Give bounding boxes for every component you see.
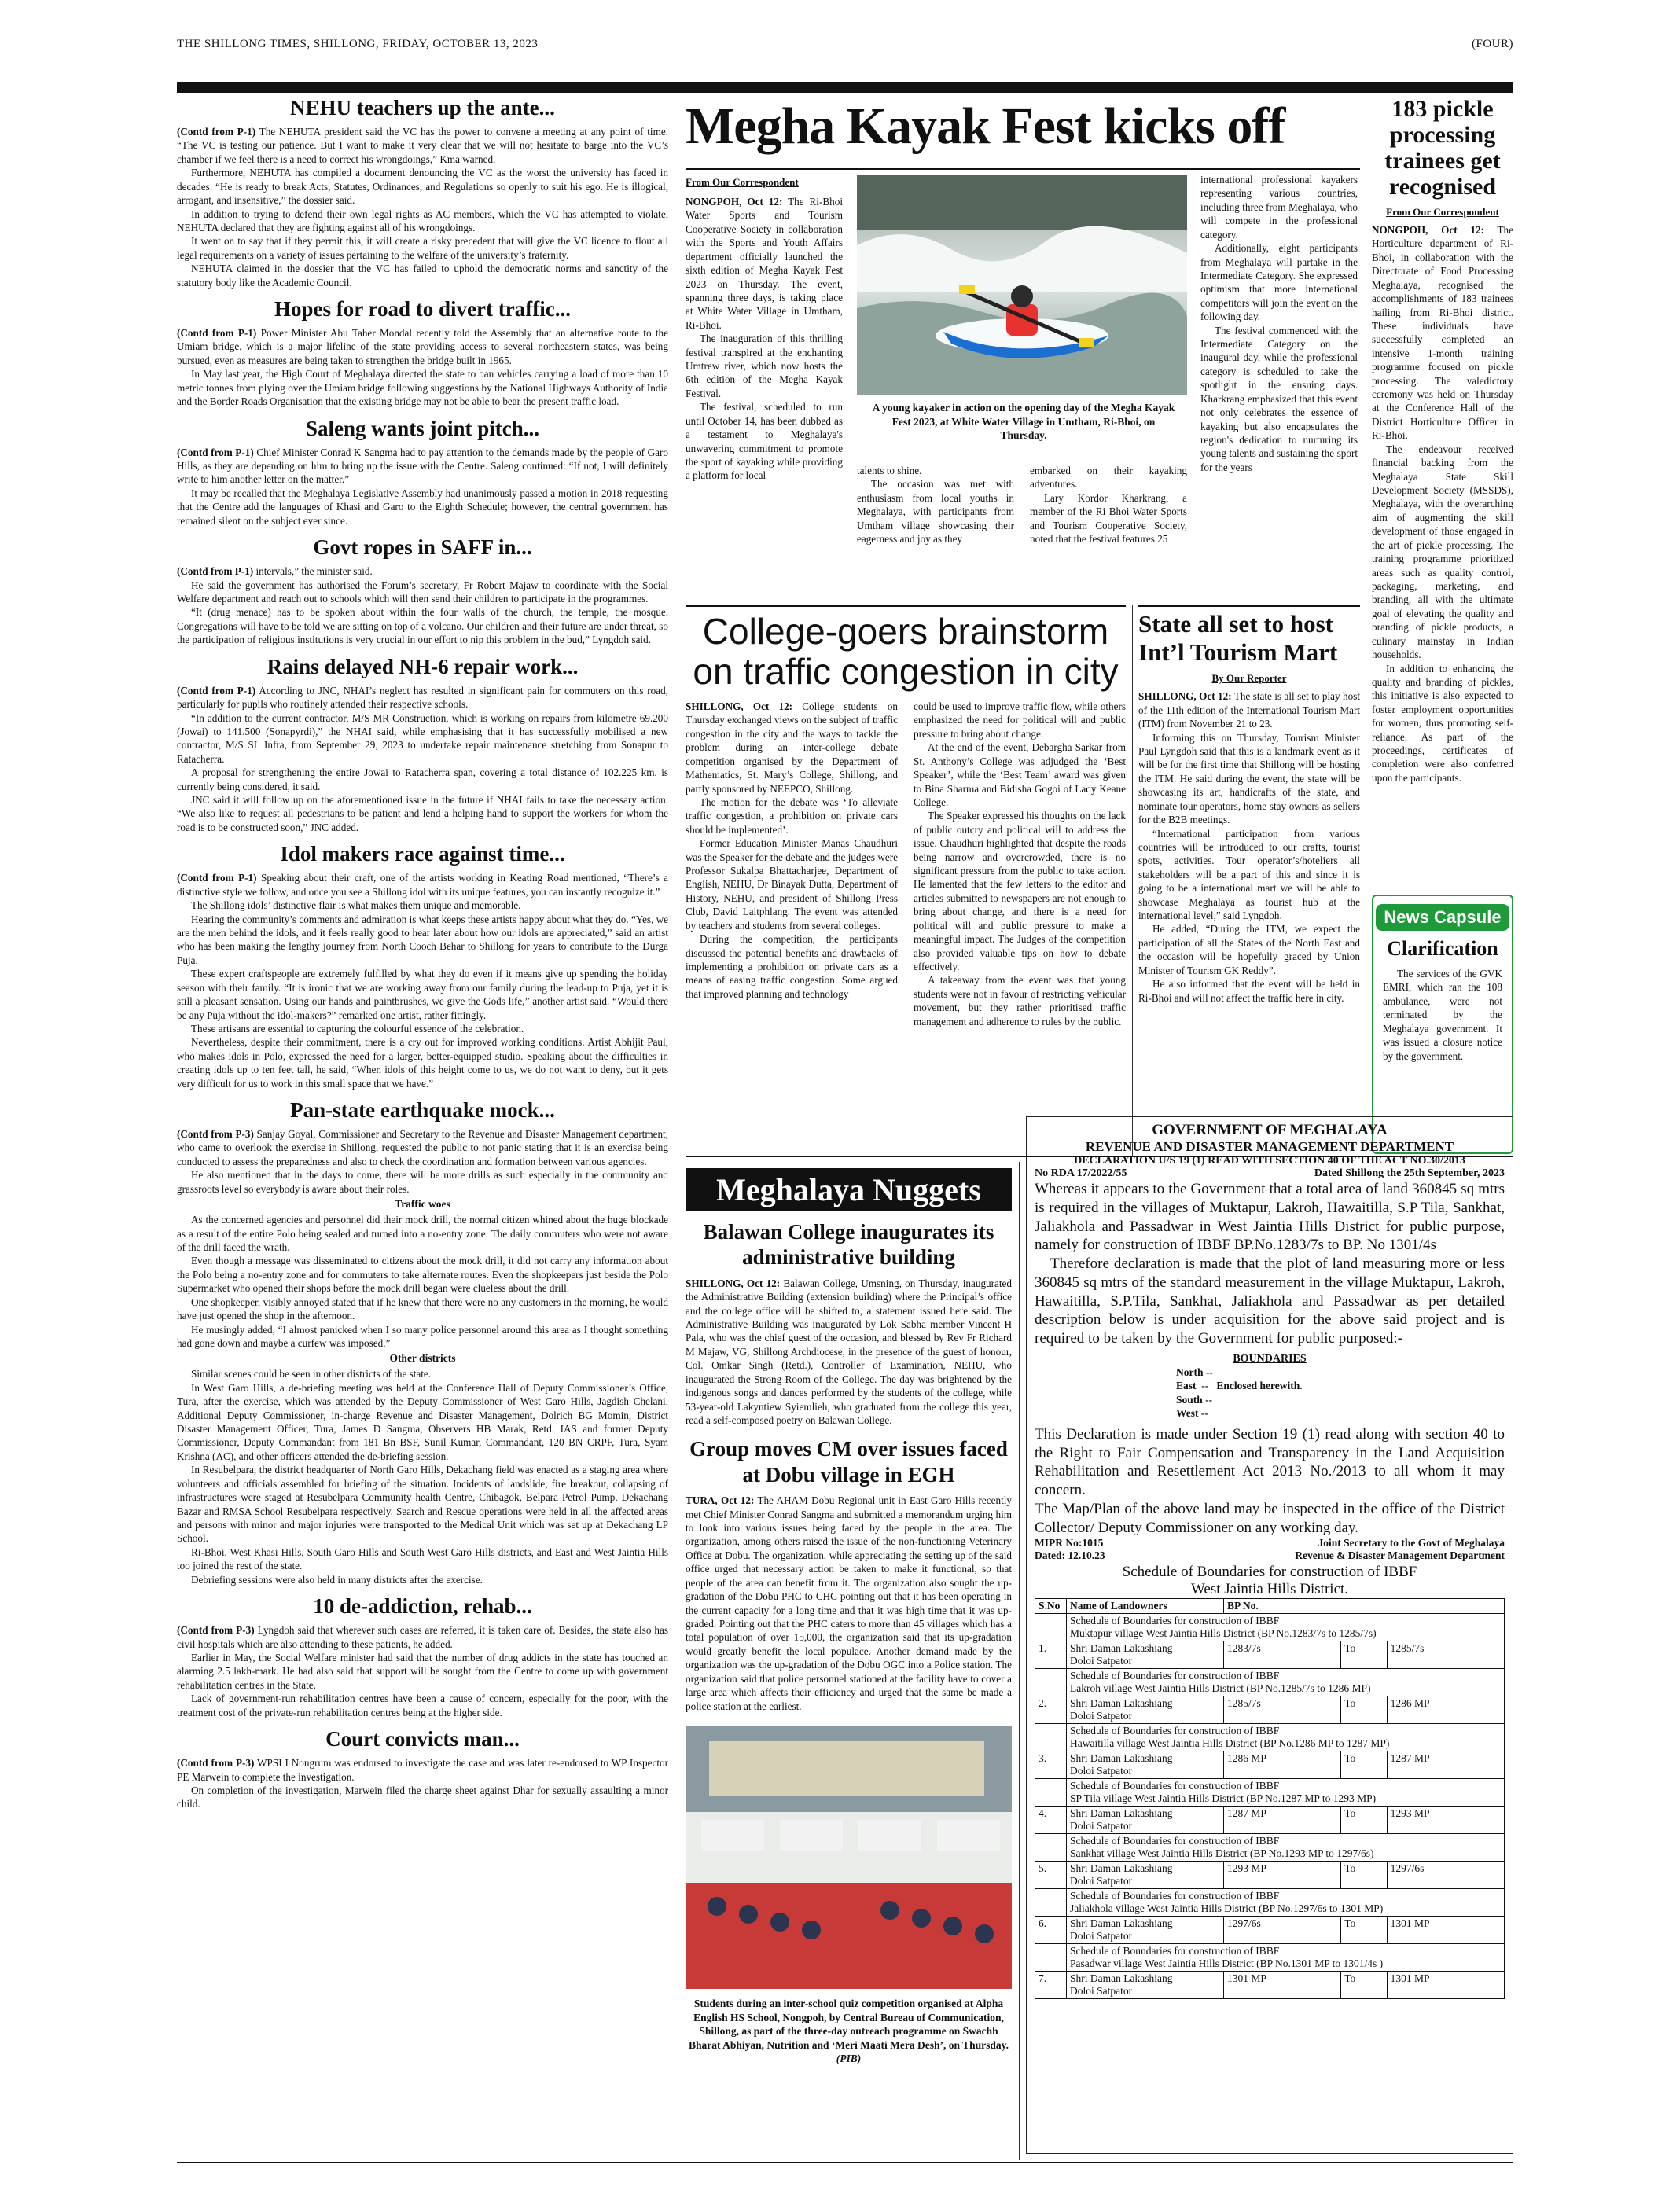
kayak-byline: From Our Correspondent — [686, 176, 799, 188]
notice-sign-row2 — [1035, 1549, 1505, 1562]
boundary-north: North -- — [1176, 1365, 1213, 1378]
kayak-headline: Megha Kayak Fest kicks off — [686, 97, 1285, 155]
story-lead: SHILLONG, Oct 12: — [686, 1277, 781, 1289]
story-text: Sanjay Goyal, Commissioner and Secretary to the Revenue and Disaster Management department, who came to overlook the exercise in Shillong, requested the public to not panic stating that it is an exercise being conducted to assess the preparedness and also to check the coordination and formation between various agencies. — [177, 1128, 668, 1167]
story-paragraph: “It (drug menace) has to be spoken about within the four walls of the church, the temple, the mosque. Congregations will have to be told we are sitting on top of a volcano. Our children and their future are under threat, so the participation of religious institutions is very crucial in our effort to nip this problem in the bud,” Lyngdoh said. — [177, 606, 668, 646]
clarification-text: The services of the GVK EMRI, which ran the 108 ambulance, were not terminated by the Meghalaya government. It was issued a closure notice by the government. — [1383, 968, 1502, 1062]
story-text: The Horticulture department of Ri-Bhoi, in collaboration with the Directorate of Food Processing Meghalaya, recognised the accomplishments of 183 trainees hailing from Ri-Bhoi district. These individuals have successfully completed an intensive 1-month training programme focused on pickle processing. The valedictory ceremony was held on Thursday at the Conference Hall of the District Horticulture Officer in Ri-Bhoi. — [1372, 224, 1513, 442]
notice-sign2: Revenue & Disaster Management Department — [1295, 1549, 1505, 1562]
story-headline: 10 de-addiction, rehab... — [313, 1594, 532, 1619]
schedule-line: Schedule of Boundaries for construction of IBBF — [1070, 1835, 1280, 1847]
story-paragraph — [686, 700, 898, 796]
column-divider — [1132, 605, 1133, 1156]
table-row — [1035, 1972, 1505, 1999]
story-paragraph — [177, 446, 668, 487]
story-paragraph — [177, 684, 668, 711]
serial-cell: 4. — [1035, 1807, 1067, 1834]
left-column — [177, 96, 668, 2159]
landowner-doloi: Doloi Satpator — [1070, 1820, 1133, 1832]
story-paragraph: talents to shine. — [857, 465, 922, 476]
table-row — [1035, 1641, 1505, 1669]
story-text: Balawan College, Umsning, on Thursday, inaugurated the Administrative Building (extension building) where the Principal’s office and the college office will be shifted to, a statement issued here said. The Administrative Building was inaugurated by Lok Sabha member Vincent H Pala, who was the chief guest of the occasion, and blessed by Rev Fr Richard M Majaw, VG, Shillong Archdiocese, in the presence of the guest of honour, Col. Omkar Singh (Retd.), Controller of Examination, NEHU, who inaugurated the Strong Room of the College. The day was brightened by the indigenous songs and dances performed by the students of the college, while 53-year-old Lakyntiew Syiemlieh, who graduated from the college this year, read a self-composed poetry on Balawan College. — [686, 1277, 1012, 1426]
notice-no: No RDA 17/2022/55 — [1035, 1167, 1127, 1179]
schedule-subtitle: West Jaintia Hills District. — [1190, 1581, 1349, 1598]
table-row — [1035, 1696, 1505, 1724]
village-line: SP Tila village West Jaintia Hills District (BP No.1287 MP to 1293 MP) — [1070, 1792, 1377, 1805]
masthead — [177, 38, 1513, 61]
bp-to-cell: To — [1341, 1696, 1387, 1724]
story-paragraph: Earlier in May, the Social Welfare minister had said that the number of drug addicts in the state has touched an alarming 2.5 lakh-mark. He had also said that support will be sought from the Centre to come up with government rehabilitation centres in the State. — [177, 1651, 668, 1691]
table-row — [1035, 1724, 1505, 1751]
landowner-cell — [1067, 1807, 1224, 1834]
landowner-name: Shri Daman Lakashiang — [1070, 1972, 1173, 1985]
story-paragraph: could be used to improve traffic flow, while others emphasized the need for political will and public pressure to bring about change. — [914, 700, 1126, 740]
quiz-caption — [686, 1997, 1012, 2066]
table-row — [1035, 1917, 1505, 1944]
story-paragraph: At the end of the event, Debargha Sarkar from St. Anthony’s College was adjudged the ‘Best Speaker’, while the ‘Best Team’ award was given to Bina Sharma and Bidisha Gogoi of Lady Keane College. — [914, 741, 1126, 808]
story-paragraph: Former Education Minister Manas Chaudhuri was the Speaker for the debate and the judges were Professor Sukalpa Bhattacharjee, Department of English, NEHU, Dr Binayak Dutta, Department of History, NEHU, and president of Shillong Press Club, David Laitphlang. The event was attended by teachers and students from several colleges. — [686, 837, 898, 932]
landowner-cell — [1067, 1862, 1224, 1889]
notice-box — [1026, 1116, 1513, 2154]
story-paragraph — [177, 1127, 668, 1168]
notice-p4: The Map/Plan of the above land may be inspected in the office of the District Collector/ Deputy Commissioner on any working day. — [1035, 1500, 1505, 1536]
story-paragraph: Even though a message was disseminated to citizens about the mock drill, it did not carry any information about the Polo being a no-entry zone and for commuters to take alternate routes. Even the shopkeepers just beside the Polo Supermarket who opened their shops before the mock drill began were clueless about the drill. — [177, 1255, 668, 1295]
schedule-village-cell — [1067, 1724, 1505, 1751]
bp-to-cell: To — [1341, 1641, 1387, 1669]
landowner-name: Shri Daman Lakashiang — [1070, 1807, 1173, 1820]
story-paragraph: Informing this on Thursday, Tourism Minister Paul Lyngdoh said that this is a landmark event as it will be for the first time that Shillong will be hosting the ITM. He said during the event, the state will be showcasing its art, handicrafts of the state, and nominate tour operators, home stay owners as sellers for the B2B meetings. — [1138, 731, 1360, 826]
quiz-photo-image — [686, 1726, 1012, 1989]
schedule-title: Schedule of Boundaries for construction of IBBF — [1122, 1564, 1417, 1581]
story-text: The state is all set to play host of the 11th edition of the International Tourism Mart (ITM) from November 21 to 23. — [1138, 690, 1360, 730]
table-cell — [1035, 1889, 1067, 1917]
serial-cell: 1. — [1035, 1641, 1067, 1669]
table-row — [1035, 1862, 1505, 1889]
notice-p1: Whereas it appears to the Government that a total area of land 360845 sq mtrs is required in the villages of Muktapur, Lakroh, Hawaitilla, S.P Tila, Sankhat, Jaliakhola and Passadwar in West Jaintia Hills District for public purpose, namely for construction of IBBF BP.No.1283/7s to BP. No 1301/4s — [1035, 1181, 1505, 1254]
story-paragraph: The endeavour received financial backing from the Meghalaya State Skill Development Society (MSSDS), Meghalaya, with the overarching aim of augmenting the skill development of those engaged in the art of pickle processing. The training programme prioritized areas such as quality control, packaging, marketing, and branding, all with the ultimate goal of elevating the quality and branding of pickle products, a culinary mainstay in Indian households. — [1372, 443, 1513, 661]
boundary-south: South -- — [1176, 1393, 1213, 1406]
bp-end-cell: 1301 MP — [1387, 1917, 1504, 1944]
story-paragraph: As the concerned agencies and personnel did their mock drill, the normal citizen whined about the huge blockade as a result of the entire Polo being sealed and turned into a no-entry zone. The daily commuters who were not aware of the drill faced the wrath. — [177, 1214, 668, 1253]
landowner-cell — [1067, 1917, 1224, 1944]
bp-to-cell: To — [1341, 1862, 1387, 1889]
bp-end-cell: 1297/6s — [1387, 1862, 1504, 1889]
story-lead: (Contd from P-3) — [177, 1757, 255, 1770]
table-cell — [1035, 1944, 1067, 1972]
story-paragraph: He said the government has authorised the Forum’s secretary, Fr Robert Majaw to coordinate with the Social Welfare department and reach out to schools which will then send their children to participate in the programmes. — [177, 579, 668, 605]
bp-to-cell: To — [1341, 1751, 1387, 1779]
boundaries-title: BOUNDARIES — [1233, 1352, 1307, 1365]
schedule-line: Schedule of Boundaries for construction of IBBF — [1070, 1890, 1280, 1902]
story-paragraph: It went on to say that if they permit this, it will create a risky precedent that will give the VC licence to flout all legal requirements on a variety of issues pertaining to the welfare of the university’s fraternity. — [177, 235, 668, 261]
notice-ref — [1035, 1167, 1505, 1180]
story-headline: Hopes for road to divert traffic... — [274, 297, 571, 322]
kayak-photo-image — [857, 175, 1187, 395]
landowner-cell — [1067, 1641, 1224, 1669]
table-header — [1035, 1599, 1505, 1614]
table-row — [1035, 1944, 1505, 1972]
pickle-story — [1372, 96, 1513, 886]
schedule-village-cell — [1067, 1614, 1505, 1641]
story-paragraph: It may be recalled that the Meghalaya Legislative Assembly had unanimously passed a motion in 2018 requesting that the Centre add the languages of Khasi and Garo to the Eighth Schedule; however, the central government has remained silent on the subject ever since. — [177, 487, 668, 527]
story-paragraph: One shopkeeper, visibly annoyed stated that if he knew that there were no any customers in the morning, he would have just opened the shop in the afternoon. — [177, 1296, 668, 1322]
story-text: Chief Minister Conrad K Sangma had to pay attention to the demands made by the people of Garo Hills, as they are depending on him to bring up the issue with the Centre. Saleng continued: “If not, I will definitely write to him another letter on the matter.” — [177, 446, 668, 486]
notice-p3: This Declaration is made under Section 19 (1) read along with section 40 to the Right to Fair Compensation and Transparency in the Land Acquisition Rehabilitation and Resettlement Act 2013 No./2013 to all whom it may concern. — [1035, 1425, 1505, 1499]
landowner-cell — [1067, 1696, 1224, 1724]
story-paragraph: Lack of government-run rehabilitation centres have been a cause of concern, especially for the poor, with the treatment cost of the private-run rehabilitation centres being at the higher side. — [177, 1693, 668, 1718]
table-cell — [1035, 1669, 1067, 1696]
landowner-cell — [1067, 1751, 1224, 1779]
schedule-village-cell — [1067, 1889, 1505, 1917]
story-paragraph: In Resubelpara, the district headquarter of North Garo Hills, Dekachang field was enacted as a staging area where volunteers and officials assembled for briefing of the situation. Incidents of landslide, fire breakout, collapsing of infrastructures were staged at Resubelpara Community health Centre, Chibagok, Belpara Petrol Pump, Dekachang Bazar and RMSA School Resubelpara respectively. Search and Rescue operations were held in all the affected areas and persons with minor and major injuries were transported to the Medical Unit which was set up at Dekachang LP School. — [177, 1464, 668, 1545]
story-paragraph: NEHUTA claimed in the dossier that the VC has failed to uphold the democratic norms and sanctity of the statutory body like the Academic Council. — [177, 263, 668, 289]
bp-to-cell: To — [1341, 1972, 1387, 1999]
landowner-doloi: Doloi Satpator — [1070, 1875, 1133, 1887]
col-landowners: Name of Landowners — [1067, 1599, 1224, 1614]
story-paragraph: Furthermore, NEHUTA has compiled a document denouncing the VC as the worst the university has faced in decades. “He is ready to break Acts, Statutes, Ordinances, and Regulations so openly to suit his ego. He is illogical, arrogant, and insensitive,” the dossier said. — [177, 167, 668, 207]
notice-dated: Dated Shillong the 25th September, 2023 — [1314, 1167, 1505, 1179]
boundary-west: West -- — [1176, 1407, 1208, 1420]
serial-cell: 7. — [1035, 1972, 1067, 1999]
story-paragraph: In addition to trying to defend their own legal rights as AC members, which the VC has attempted to violate, NEHUTA declared that they are fighting against all of his wrongdoings. — [177, 208, 668, 233]
story-text: College students on Thursday exchanged views on the subject of traffic congestion in the city and the ways to tackle the problem during an inter-college debate competition organised by the Department of Mathematics, St. Mary’s College, Shillong, and partly sponsored by NEEPCO, Shillong. — [686, 700, 899, 795]
news-capsule-badge: News Capsule — [1376, 904, 1509, 931]
story-paragraph: Nevertheless, despite their commitment, there is a cry out for improved working conditions. Artist Abhijit Paul, who makes idols in Polo, expressed the need for a larger, better-equipped studio. Speaking about the difficulties in creating idols up to ten feet tall, he said, “When idols of this height come to us, we do not want to deny, but it gets very difficult for us to work in this small space that we have.” — [177, 1036, 668, 1090]
village-line: Pasadwar village West Jaintia Hills District (BP No.1301 MP to 1301/4s ) — [1070, 1957, 1384, 1970]
nuggets-story1-headline: Balawan College inaugurates its administrative building — [703, 1220, 994, 1270]
landowner-doloi: Doloi Satpator — [1070, 1985, 1133, 1998]
schedule-line: Schedule of Boundaries for construction of IBBF — [1070, 1780, 1280, 1792]
story-headline: Court convicts man... — [325, 1727, 520, 1751]
story-paragraph — [1138, 689, 1360, 730]
bp-end-cell: 1285/7s — [1387, 1641, 1504, 1669]
story-text: The AHAM Dobu Regional unit in East Garo Hills recently met Chief Minister Conrad Sangma and submitted a memorandum urging him to look into various issues being faced by the people in the area. The organization, among others raised the issue of the non-functioning Veterinary Office at Dobu. The organization, while appreciating the setting up of the said office urged that necessary action be taken to make it functional, so that people of the area can benefit from it. The organization also sought the up-gradation of the Dobu PHC to CHC pointing out that it has been operating in the current capacity for a long time and that it was high time that it was up-graded. Pointing out that the PHC caters to more than 45 villages which has a total population of over 15,000, the organization said that its up-gradation would greatly benefit the local populace. Another demand made by the organization was the up-gradation of the Dobu OGC into a Police station. The organization said that police personnel stationed at the facility have to cover a large area which affects their efficiency and urged that the same be made a police station at the earliest. — [686, 1494, 1012, 1712]
story-paragraph: He musingly added, “I almost panicked when I so many police personnel around this area as I thought something had gone down and maybe a curfew was imposed.” — [177, 1323, 668, 1349]
top-rule — [177, 82, 1513, 93]
story-paragraph: The Shillong idols’ distinctive flair is what makes them unique and memorable. — [191, 899, 521, 912]
landowner-doloi: Doloi Satpator — [1070, 1930, 1133, 1943]
bp-to-cell: To — [1341, 1807, 1387, 1834]
village-line: Muktapur village West Jaintia Hills District (BP No.1283/7s to 1285/7s) — [1070, 1627, 1377, 1640]
story-lead: TURA, Oct 12: — [686, 1494, 755, 1507]
landowner-name: Shri Daman Lakashiang — [1070, 1862, 1173, 1875]
story-paragraph: During the competition, the participants discussed the potential benefits and drawbacks of implementing a prohibition on private cars as a means of easing traffic congestion. Some argued that improved planning and technology — [686, 933, 898, 1000]
kayak-col2 — [857, 464, 1014, 546]
tourism-headline: State all set to host Int’l Tourism Mart — [1138, 610, 1338, 666]
story-headline: Pan-state earthquake mock... — [290, 1098, 555, 1123]
story-lead: (Contd from P-1) — [177, 327, 257, 340]
village-line: Sankhat village West Jaintia Hills District (BP No.1293 MP to 1297/6s) — [1070, 1847, 1374, 1860]
story-paragraph: In May last year, the High Court of Meghalaya directed the state to ban vehicles carrying a load of more than 10 metric tonnes from plying over the Umiam bridge following suggestions by the National Highways Authority of India and the Border Roads Organisation that the existing bridge may not be able to bear the present traffic load. — [177, 368, 668, 408]
pickle-byline: From Our Correspondent — [1386, 206, 1499, 218]
tourism-body — [1138, 689, 1360, 1005]
story-lead: NONGPOH, Oct 12: — [686, 196, 783, 208]
college-col2 — [914, 700, 1126, 1028]
story-paragraph: The motion for the debate was ‘To alleviate traffic congestion, a prohibition on private cars should be implemented’. — [686, 796, 898, 836]
bp-from-cell: 1286 MP — [1224, 1751, 1341, 1779]
story-lead: (Contd from P-3) — [177, 1128, 254, 1141]
story-text: The Ri-Bhoi Water Sports and Tourism Cooperative Society in collaboration with the Sports and Youth Affairs department officially launched the sixth edition of Megha Kayak Fest 2023 on Thursday. The event, spanning three days, is taking place at White Water Village in Umtham, Ri-Bhoi. — [686, 196, 843, 331]
story-paragraph — [686, 195, 843, 332]
schedule-line: Schedule of Boundaries for construction of IBBF — [1070, 1945, 1280, 1957]
story-headline: Govt ropes in SAFF in... — [313, 535, 532, 560]
schedule-village-cell — [1067, 1779, 1505, 1807]
news-capsule — [1372, 895, 1513, 1154]
bp-from-cell: 1285/7s — [1224, 1696, 1341, 1724]
college-rule — [686, 605, 1126, 607]
story-paragraph: In West Garo Hills, a de-briefing meeting was held at the Conference Hall of Deputy Commissioner’s Office, Tura, after the exercise, which was attended by the Deputy Commissioner of West Garo Hills, Jagdish Chelani, Additional Deputy Commissioner, in-charge Revenue and Disaster Management, Dolrich BG Momin, District Disaster Management Officer, Tura, James D Sangma, Observers HB Marak, Retd. IAS and former Deputy Commissioner, Deputy Commandant from 181 Bn BSF, Sunil Kumar, Commandant, 120 BN CRPF, Tura, Syam Krishna (AC), and other officers attended the de-briefing session. — [177, 1381, 668, 1462]
story-paragraph: international professional kayakers representing various countries, including three from Meghalaya, who will compete in the professional category. — [1200, 174, 1358, 241]
tourism-story — [1138, 605, 1360, 1156]
story-paragraph: The inauguration of this thrilling festival transpired at the enchanting Umtrew river, which now hosts the 6th edition of the Megha Kayak Festival. — [686, 333, 843, 399]
landowner-doloi: Doloi Satpator — [1070, 1765, 1133, 1777]
story-text: The NEHUTA president said the VC has the power to convene a meeting at any point of time. “The VC is testing our patience. But I want to make it very clear that we will not hesitate to barge into the VC’s chamber if we feel there is a need to correct his wrongdoings,” Kma warned. — [177, 126, 668, 165]
table-row — [1035, 1751, 1505, 1779]
kayak-rule — [686, 168, 1360, 170]
story-paragraph: embarked on their kayaking adventures. — [1030, 465, 1187, 491]
village-line: Jaliakhola village West Jaintia Hills District (BP No.1297/6s to 1301 MP) — [1070, 1902, 1384, 1915]
story-paragraph: On completion of the investigation, Marwein filed the charge sheet against Dhar for sexually assaulting a minor child. — [177, 1784, 668, 1810]
schedule-table — [1035, 1598, 1505, 1999]
notice-p2: Therefore declaration is made that the plot of land measuring more or less 360845 sq mtrs of the standard measurement in the village Muktapur, Lakroh, Hawaitilla, S.P.Tila, Sankhat, Jaliakhola and Passadwar as per detailed description below is under acquisition for the above said project and is required to be taken by the Government for public purposed:- — [1035, 1255, 1505, 1347]
story-paragraph — [177, 1623, 668, 1651]
notice-dept: REVENUE AND DISASTER MANAGEMENT DEPARTMENT — [1085, 1139, 1454, 1154]
story-paragraph: A takeaway from the event was that young students were not in favour of restricting vehicular movement, but they rather prioritised traffic management and adherence to rules by the public. — [914, 974, 1126, 1027]
schedule-line: Schedule of Boundaries for construction of IBBF — [1070, 1670, 1280, 1682]
subheading: Traffic woes — [395, 1198, 450, 1211]
pickle-body — [1372, 223, 1513, 785]
bp-end-cell: 1286 MP — [1387, 1696, 1504, 1724]
notice-mipr: MIPR No:1015 — [1035, 1537, 1104, 1549]
table-row — [1035, 1779, 1505, 1807]
landowner-name: Shri Daman Lakashiang — [1070, 1642, 1173, 1655]
kayak-story — [686, 96, 1360, 599]
landowner-cell — [1067, 1972, 1224, 1999]
clarification-title: Clarification — [1387, 937, 1498, 960]
notice-mipr-date: Dated: 12.10.23 — [1035, 1549, 1105, 1562]
kayak-photo — [857, 175, 1187, 395]
story-paragraph — [177, 564, 668, 578]
story-headline: Rains delayed NH-6 repair work... — [267, 654, 579, 678]
notice-sign1: Joint Secretary to the Govt of Meghalaya — [1318, 1537, 1505, 1549]
table-cell — [1035, 1834, 1067, 1862]
story-lead: (Contd from P-1) — [177, 872, 257, 884]
story-headline: Idol makers race against time... — [280, 842, 565, 866]
story-lead: (Contd from P-3) — [177, 1624, 255, 1637]
story-text: Speaking about their craft, one of the artists working in Keating Road mentioned, “There’s a distinctive style we follow, and once you see a Shillong idol with its unique features, you can instantly recognize it.” — [177, 872, 668, 898]
col-bpno: BP No. — [1224, 1599, 1505, 1614]
bp-end-cell: 1301 MP — [1387, 1972, 1504, 1999]
story-paragraph: A proposal for strengthening the entire Jowai to Ratacherra span, covering a total distance of 102.225 km, is currently being considered, it said. — [177, 766, 668, 792]
story-paragraph: Hearing the community’s comments and admiration is what keeps these artists happy about what they do. “Yes, we are the men behind the idols, and it feels really good to hear later about how our idols are appreciated,” said an artist who has been making the lengthy journey from North Cooch Behar to Shillong for years to contribute to the Durga Puja. — [177, 913, 668, 966]
story-lead: SHILLONG, Oct 12: — [1138, 690, 1232, 703]
story-paragraph: The festival, scheduled to run until October 14, has been dubbed as a testament to Meghalaya's unwavering commitment to promote the sport of kayaking while providing a platform for local — [686, 401, 843, 482]
story-paragraph: The festival commenced with the Intermediate Category on the inaugural day, while the professional category is scheduled to take the spotlight in the ensuing days. Kharkrang emphasized that this event not only celebrates the essence of kayaking but also encapsulates the region's dedication to nurturing its young talents and sustaining the sport for the years — [1200, 324, 1358, 473]
nuggets-banner: Meghalaya Nuggets — [686, 1168, 1012, 1211]
story-lead: (Contd from P-1) — [177, 565, 254, 578]
story-paragraph: These artisans are essential to capturing the colourful essence of the celebration. — [191, 1022, 524, 1035]
story-text: intervals,” the minister said. — [255, 565, 373, 578]
notice-gov: GOVERNMENT OF MEGHALAYA — [1152, 1122, 1388, 1138]
story-headline: Saleng wants joint pitch... — [305, 416, 540, 440]
village-line: Hawaitilla village West Jaintia Hills District (BP No.1286 MP to 1287 MP) — [1070, 1737, 1390, 1750]
story-paragraph: “In addition to the current contractor, M/S MR Construction, which is working on repairs from kilometre 69.200 (Jowai) to 141.500 (Sonapyrdi),” the NHAI said, while emphasising that it has successfully mobilised a new contractor, M/S SL Infra, from September 29, 2023 to undertake repair maintenance stretching from Sonapur to Ratacherra. — [177, 711, 668, 765]
notice-decl: DECLARATION U/S 19 (1) READ WITH SECTION 40 OF THE ACT NO.30/2013 — [1074, 1155, 1465, 1167]
story-headline: NEHU teachers up the ante... — [290, 96, 555, 119]
serial-cell: 2. — [1035, 1696, 1067, 1724]
masthead-dateline: THE SHILLONG TIMES, SHILLONG, FRIDAY, OCTOBER 13, 2023 — [177, 38, 539, 50]
story-lead: SHILLONG, Oct 12: — [686, 700, 793, 712]
kayak-caption: A young kayaker in action on the opening day of the Megha Kayak Fest 2023, at White Water Village in Umtham, Ri-Bhoi, on Thursday. — [872, 402, 1175, 442]
landowner-name: Shri Daman Lakashiang — [1070, 1917, 1173, 1930]
nuggets-story2-headline: Group moves CM over issues faced at Dobu village in EGH — [689, 1437, 1008, 1487]
college-col1 — [686, 700, 898, 1001]
serial-cell: 6. — [1035, 1917, 1067, 1944]
landowner-doloi: Doloi Satpator — [1070, 1710, 1133, 1722]
story-paragraph — [177, 1756, 668, 1784]
table-cell — [1035, 1614, 1067, 1641]
quiz-caption-credit: (PIB) — [836, 2053, 862, 2065]
schedule-village-cell — [1067, 1944, 1505, 1972]
story-paragraph — [1372, 223, 1513, 443]
nuggets-story1-body — [686, 1277, 1012, 1428]
boundaries-list — [1176, 1365, 1505, 1421]
table-row — [1035, 1834, 1505, 1862]
story-paragraph: Similar scenes could be seen in other districts of the state. — [191, 1368, 432, 1380]
quiz-caption-text: Students during an inter-school quiz competition organised at Alpha English HS School, Nongpoh, by Central Bureau of Communication, Shillong, as part of the three-day outreach programme on Swachh Bharat Abhiyan, Nutrition and ‘Meri Maati Mera Desh’, on Thursday. — [688, 1997, 1009, 2051]
landowner-name: Shri Daman Lakashiang — [1070, 1697, 1173, 1710]
story-paragraph: He added, “During the ITM, we expect the participation of all the States of the North East and the occasion will be hopefully graced by Union Minister of Tourism GK Reddy”. — [1138, 923, 1360, 976]
subheading: Other districts — [389, 1352, 456, 1365]
nuggets-story2-body — [686, 1494, 1012, 1713]
schedule-village-cell — [1067, 1834, 1505, 1862]
table-cell — [1035, 1779, 1067, 1807]
story-paragraph: The Speaker expressed his thoughts on the lack of public outcry and political will to address the issue. Chaudhuri highlighted that despite the roads being narrow and overcrowded, there is no significant pressure from the public to take action. He lamented that the few letters to the editor and articles submitted to newspapers are not enough to bring about change, and there is a need for political will and public pressure to make a meaningful impact. The Judges of the competition also provided valuable tips on how to debate effectively. — [914, 810, 1126, 973]
kayak-col1 — [686, 195, 843, 483]
schedule-line: Schedule of Boundaries for construction of IBBF — [1070, 1725, 1280, 1737]
story-paragraph: He also mentioned that in the days to come, there will be more drills as such especially in the community and grassroots level so everybody is aware about their roles. — [177, 1169, 668, 1195]
story-paragraph: Lary Kordor Kharkrang, a member of the Ri Bhoi Water Sports and Tourism Cooperative Society, noted that the festival features 25 — [1030, 491, 1187, 546]
bp-from-cell: 1297/6s — [1224, 1917, 1341, 1944]
story-text: According to JNC, NHAI’s neglect has resulted in significant pain for commuters on this road, particularly for pupils who routinely attended their respective schools. — [177, 684, 668, 711]
story-paragraph: He also informed that the event will be held in Ri-Bhoi and will not affect the traffic here in city. — [1138, 978, 1360, 1004]
story-lead: (Contd from P-1) — [177, 126, 256, 138]
table-row — [1035, 1614, 1505, 1641]
kayak-col3 — [1030, 464, 1187, 546]
column-divider — [1019, 1162, 1020, 2160]
landowner-doloi: Doloi Satpator — [1070, 1655, 1133, 1667]
bottom-rule — [177, 2162, 1513, 2163]
story-paragraph: Debriefing sessions were also held in many districts after the exercise. — [191, 1573, 483, 1586]
schedule-village-cell — [1067, 1669, 1505, 1696]
story-paragraph: “International participation from various countries will be introduced to our crafts, tourist spots, activities. Tour operator’s/hoteliers all stakeholders will be a part of this and since it is going to be a international mart we will be able to showcase Meghalaya as tourist hub at the international level,” said Lyngdoh. — [1138, 827, 1360, 922]
serial-cell: 3. — [1035, 1751, 1067, 1779]
village-line: Lakroh village West Jaintia Hills District (BP No.1285/7s to 1286 MP) — [1070, 1682, 1371, 1695]
bp-from-cell: 1283/7s — [1224, 1641, 1341, 1669]
landowner-name: Shri Daman Lakashiang — [1070, 1752, 1173, 1765]
kayak-col4 — [1200, 173, 1358, 474]
story-lead: NONGPOH, Oct 12: — [1372, 224, 1484, 236]
boundary-east: East -- Enclosed herewith. — [1176, 1380, 1303, 1392]
tourism-rule — [1138, 605, 1360, 607]
tourism-byline: By Our Reporter — [1211, 672, 1287, 685]
pickle-headline: 183 pickle processing trainees get recognised — [1384, 96, 1501, 200]
nuggets-column — [686, 1162, 1012, 2160]
story-paragraph: The occasion was met with enthusiasm from local youths in Meghalaya, with participants from Umtham village showcasing their eagerness and joy as they — [857, 478, 1014, 546]
story-paragraph: Additionally, eight participants from Meghalaya will partake in the Intermediate Category. She expressed optimism that more international competitors will join the event on the following day. — [1200, 242, 1358, 323]
col-sno: S.No — [1035, 1599, 1067, 1614]
table-row — [1035, 1889, 1505, 1917]
story-paragraph: Ri-Bhoi, West Khasi Hills, South Garo Hills and South West Garo Hills districts, and East and West Jaintia Hills too joined the rest of the state. — [177, 1546, 668, 1572]
story-text: WPSI I Nongrum was endorsed to investigate the case and was later re-endorsed to WP Inspector PE Marwein to complete the investigation. — [177, 1757, 668, 1783]
bp-from-cell: 1287 MP — [1224, 1807, 1341, 1834]
story-paragraph — [177, 871, 668, 899]
bp-end-cell: 1287 MP — [1387, 1751, 1504, 1779]
story-paragraph: JNC said it will follow up on the aforementioned issue in the future if NHAI fails to take the necessary action. “We also like to request all pedestrians to be patient and lend a helping hand to support the workers for whom the road is to be constructed soon,” JNC added. — [177, 794, 668, 833]
story-lead: (Contd from P-1) — [177, 446, 254, 458]
college-story — [686, 605, 1126, 1156]
story-text: Power Minister Abu Taher Mondal recently told the Assembly that an alternative route to the Umiam bridge, which is a major lifeline of the state providing access to several northeastern states, was being pursued, even as measures are being taken to strengthen the bridge built in 1965. — [177, 327, 668, 366]
story-paragraph: These expert craftspeople are extremely fulfilled by what they do even if it means give up spending the holiday season with their family. “It is ironic that we are working away from our family during the lead-up to Puja, yet it is still a pleasant sensation. Using our hands and paintbrushes, we give the Gods life,” another artist said. “Would there be any Puja without the idol-makers?” remarked one artist, rather fittingly. — [177, 968, 668, 1021]
bp-to-cell: To — [1341, 1917, 1387, 1944]
page-number: (FOUR) — [1471, 38, 1513, 50]
story-text: Lyngdoh said that wherever such cases are referred, it is taken care of. Besides, the state also has civil hospitals which are also attending to these patients, he added. — [177, 1624, 668, 1650]
story-paragraph: In addition to enhancing the quality and branding of pickles, this initiative is also expected to foster employment opportunities for women, thus promoting self-reliance. As part of the proceedings, certificates of completion were also conferred upon the participants. — [1372, 662, 1513, 784]
bp-from-cell: 1293 MP — [1224, 1862, 1341, 1889]
bp-from-cell: 1301 MP — [1224, 1972, 1341, 1999]
story-paragraph — [177, 125, 668, 166]
table-cell — [1035, 1724, 1067, 1751]
notice-sign-row1 — [1035, 1537, 1505, 1549]
story-paragraph — [177, 326, 668, 367]
story-lead: (Contd from P-1) — [177, 684, 256, 697]
college-headline: College-goers brainstorm on traffic congestion in city — [693, 611, 1119, 692]
quiz-photo — [686, 1726, 1012, 1989]
bp-end-cell: 1293 MP — [1387, 1807, 1504, 1834]
table-row — [1035, 1669, 1505, 1696]
table-row — [1035, 1807, 1505, 1834]
schedule-line: Schedule of Boundaries for construction of IBBF — [1070, 1615, 1280, 1627]
serial-cell: 5. — [1035, 1862, 1067, 1889]
